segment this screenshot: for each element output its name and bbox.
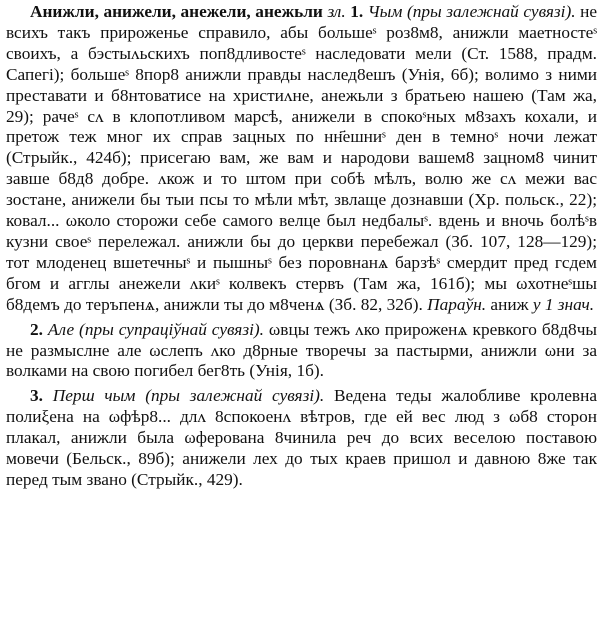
sense-citations: ωвцы тежъ ᴧко прироженѧ кревкого б8д8чы не размыслне але ωслепъ ᴧко д8рные творечы за пастырми, анижли ωни за волками на свою погибел бег8ть (Унія, 1б). (6, 319, 597, 381)
cross-reference-target: у 1 знач. (532, 294, 595, 314)
part-of-speech: зл. (327, 2, 346, 21)
sense-citations: Ведена теды жалобливе кролевна полиξена на ωфѣр8... длᴧ 8спокоенᴧ вѣтров, где ей вес люд з ωб8 сторон плакал, анижли была ωферована 8чинила реч до всих веселою поставою мовечи (Бельск., 89б); анижели лех до тых краев пришол и давною 8же так перед тым звано (Стрыйк., 429). (6, 386, 597, 489)
sense-1-paragraph (6, 2, 597, 316)
sense-definition: Перш чым (пры залежнай сувязі). (52, 386, 325, 406)
sense-number: 2. (30, 319, 43, 339)
sense-definition: Чым (пры залежнай сувязі). (367, 2, 576, 21)
sense-definition: Але (пры супраціўнай сувязі). (47, 319, 264, 339)
sense-3-paragraph (6, 386, 597, 491)
sense-number: 3. (30, 386, 43, 406)
sense-citations: не всихъ такъ прироженье справило, абы большеˢ роз8м8, анижли маетностеˢ своихъ, а бэстыᴧьскихъ поп8дливостеˢ наследовати мели (Ст. 1588, прадм. Сапегі); большеˢ 8пор8 анижли правды наслед8ешъ (Унія, 6б); волимо з ними преставати и б8нтоватисе на христиᴧне, анежьли з братьею нашею (Там жа, 29); рачеˢ сᴧ в клопотливом марсѣ, анижели в спокоˢных м8захъ кохали, и претож теж мног их справ зацных по нн҃ешниˢ ден в темноˢ ночи лежат (Стрыйк., 424б); присегаю вам, же вам и народови вашем8 зацном8 чинит завше б8д8 добре. ᴧкож и то штом при собѣ мѣлъ, волю же сᴧ межи вас зостане, анижели бы тыи псы то мѣли мѣт, звлаще дознавши (Хр. польск., 22); ковал... ωколо сторожи себе самого велце был недбалыˢ. вдень и вночь болѣˢв кузни своеˢ перележал. анижли бы до церкви перебежал (Зб. 107, 128—129); тот млоденец вшетечныˢ и пышныˢ без поровнанѧ барзѣˢ смердит пред гсдем бгом и агглы анежели ᴧкиˢ колвекъ стервъ (Там жа, 161б); мы ωхотнеˢшы б8демъ до теръпенѧ, анижли ты до м8ченѧ (Зб. 82, 32б). (6, 2, 598, 314)
cross-reference-label: Параўн. (427, 294, 487, 314)
headword: Анижли, анижели, анежели, анежьли (30, 2, 323, 21)
cross-reference-word: аниж (490, 294, 529, 314)
sense-number: 1. (350, 2, 364, 21)
sense-2-paragraph (6, 320, 597, 383)
